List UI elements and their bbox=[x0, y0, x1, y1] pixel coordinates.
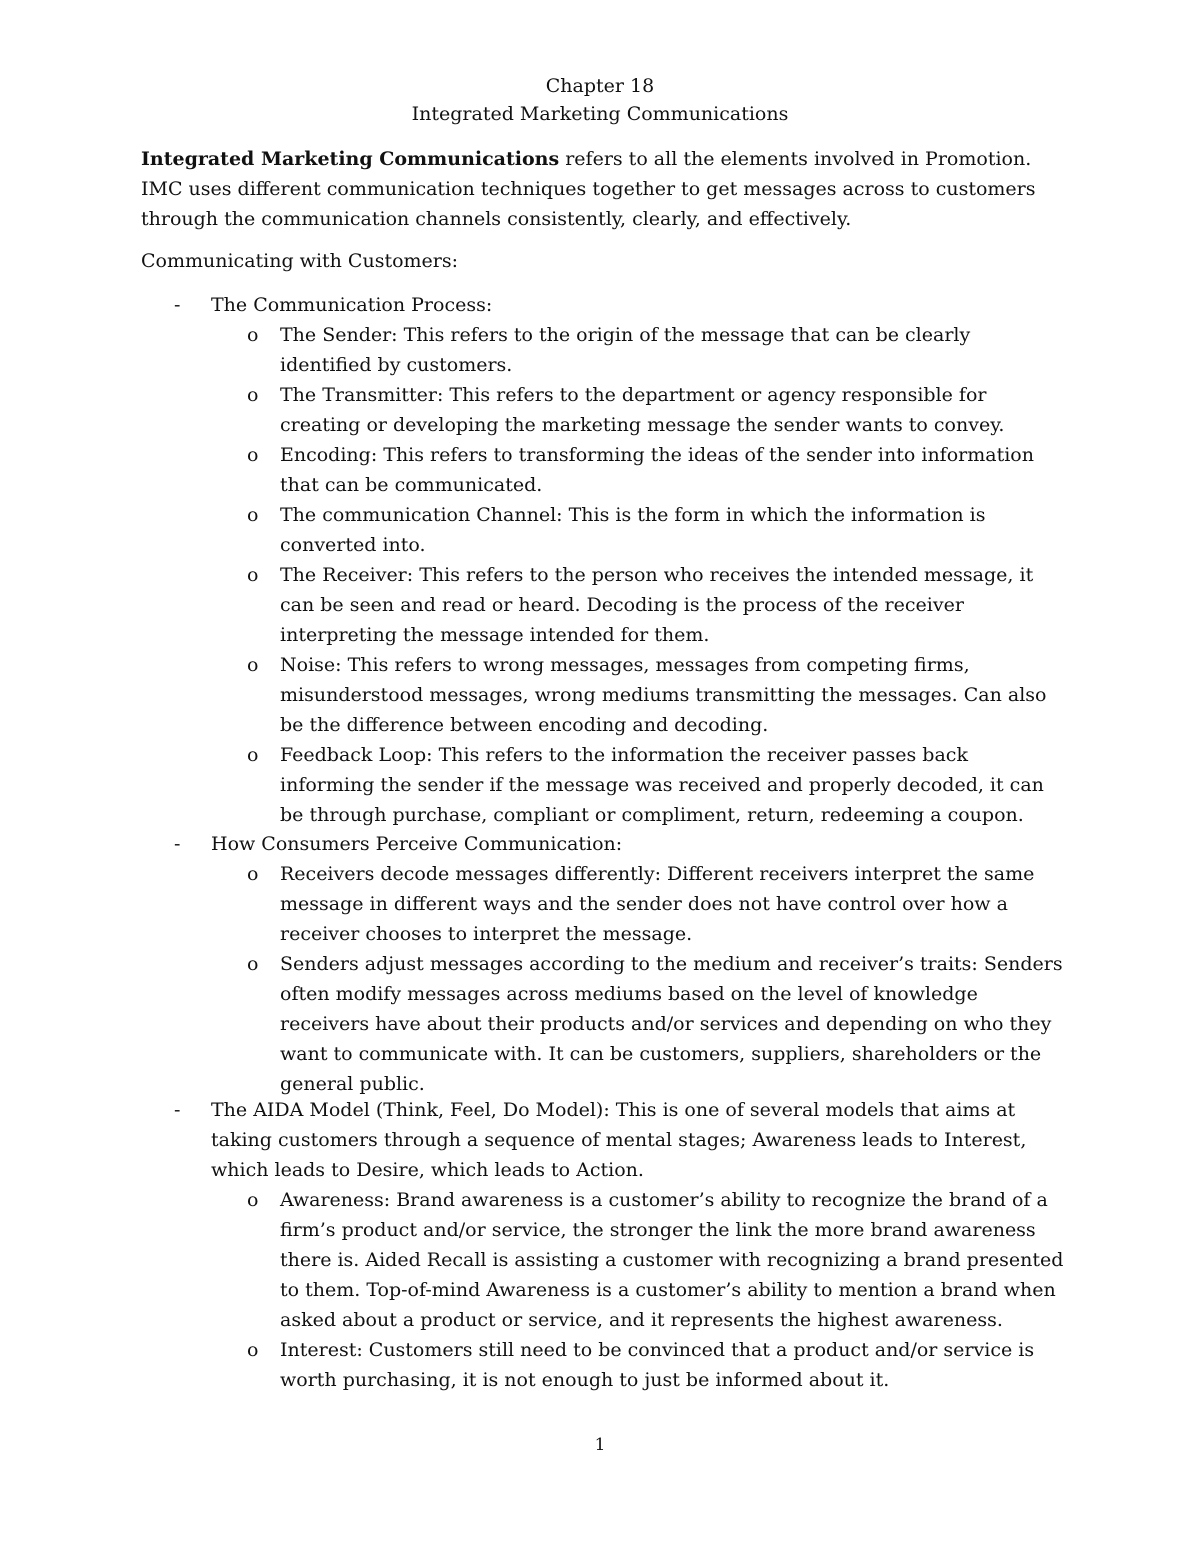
bullet-marker: o bbox=[247, 953, 259, 975]
list-item bbox=[174, 500, 1064, 560]
topic-heading: How Consumers Perceive Communication: bbox=[211, 833, 623, 855]
list-item bbox=[174, 1335, 1064, 1395]
sub-list bbox=[174, 859, 1064, 1099]
list-item-text: The Receiver: This refers to the person who receives the intended message, it can be seen and read or heard. Decoding is the process of the receiver interpreting the message intended for them. bbox=[280, 564, 1034, 646]
topic-communication-process bbox=[174, 290, 1064, 830]
intro-paragraph bbox=[141, 144, 1066, 234]
topic-consumer-perception bbox=[174, 829, 1064, 1099]
dash-marker: - bbox=[174, 294, 181, 316]
list-item bbox=[174, 560, 1064, 650]
list-item bbox=[174, 859, 1064, 949]
bullet-marker: o bbox=[247, 324, 259, 346]
bullet-marker: o bbox=[247, 504, 259, 526]
topic-heading: The AIDA Model (Think, Feel, Do Model): This is one of several models that aims at taking customers through a sequence of mental stages; Awareness leads to Interest, which leads to Desire, which leads to Action. bbox=[211, 1099, 1027, 1181]
bullet-marker: o bbox=[247, 863, 259, 885]
list-item bbox=[174, 380, 1064, 440]
list-item-text: The Transmitter: This refers to the department or agency responsible for creating or developing the marketing message the sender wants to convey. bbox=[280, 384, 1005, 436]
list-item bbox=[174, 650, 1064, 740]
list-item-text: Receivers decode messages differently: Different receivers interpret the same message in different ways and the sender does not have control over how a receiver chooses to interpret the message. bbox=[280, 863, 1035, 945]
topic-aida-model bbox=[174, 1095, 1064, 1395]
list-item bbox=[174, 320, 1064, 380]
page-number: 1 bbox=[594, 1435, 606, 1455]
list-item-text: Feedback Loop: This refers to the information the receiver passes back informing the sender if the message was received and properly decoded, it can be through purchase, compliant or compliment, return, redeeming a coupon. bbox=[280, 744, 1044, 826]
chapter-number: Chapter 18 bbox=[545, 75, 655, 97]
chapter-title: Integrated Marketing Communications bbox=[411, 103, 789, 125]
dash-marker: - bbox=[174, 1099, 181, 1121]
list-item bbox=[174, 440, 1064, 500]
list-item-text: Interest: Customers still need to be convinced that a product and/or service is worth purchasing, it is not enough to just be informed about it. bbox=[280, 1339, 1035, 1391]
section-label: Communicating with Customers: bbox=[141, 250, 459, 272]
list-item bbox=[174, 949, 1064, 1099]
intro-text: refers to all the elements involved in Promotion. IMC uses different communication techniques together to get messages across to customers through the communication channels consistently, clearly, and effectively. bbox=[141, 148, 1036, 230]
list-item-text: Awareness: Brand awareness is a customer’s ability to recognize the brand of a firm’s product and/or service, the stronger the link the more brand awareness there is. Aided Recall is assisting a customer with recognizing a brand presented to them. Top-of-mind Awareness is a customer’s ability to mention a brand when asked about a product or service, and it represents the highest awareness. bbox=[280, 1189, 1064, 1331]
bullet-marker: o bbox=[247, 384, 259, 406]
list-item bbox=[174, 1185, 1064, 1335]
bullet-marker: o bbox=[247, 744, 259, 766]
bullet-marker: o bbox=[247, 444, 259, 466]
bullet-marker: o bbox=[247, 564, 259, 586]
sub-list bbox=[174, 320, 1064, 830]
list-item-text: The Sender: This refers to the origin of the message that can be clearly identified by customers. bbox=[280, 324, 971, 376]
list-item bbox=[174, 740, 1064, 830]
topic-heading: The Communication Process: bbox=[211, 294, 493, 316]
bullet-marker: o bbox=[247, 654, 259, 676]
bullet-marker: o bbox=[247, 1339, 259, 1361]
list-item-text: Senders adjust messages according to the medium and receiver’s traits: Senders often modify messages across mediums based on the level of knowledge receivers have about their products and/or services and depending on who they want to communicate with. It can be customers, suppliers, shareholders or the general public. bbox=[280, 953, 1063, 1095]
bullet-marker: o bbox=[247, 1189, 259, 1211]
list-item-text: Noise: This refers to wrong messages, messages from competing firms, misunderstood messages, wrong mediums transmitting the messages. Can also be the difference between encoding and decoding. bbox=[280, 654, 1047, 736]
list-item-text: The communication Channel: This is the form in which the information is converted into. bbox=[280, 504, 986, 556]
intro-term: Integrated Marketing Communications bbox=[141, 148, 560, 170]
sub-list bbox=[174, 1185, 1064, 1395]
list-item-text: Encoding: This refers to transforming the ideas of the sender into information that can be communicated. bbox=[280, 444, 1034, 496]
dash-marker: - bbox=[174, 833, 181, 855]
